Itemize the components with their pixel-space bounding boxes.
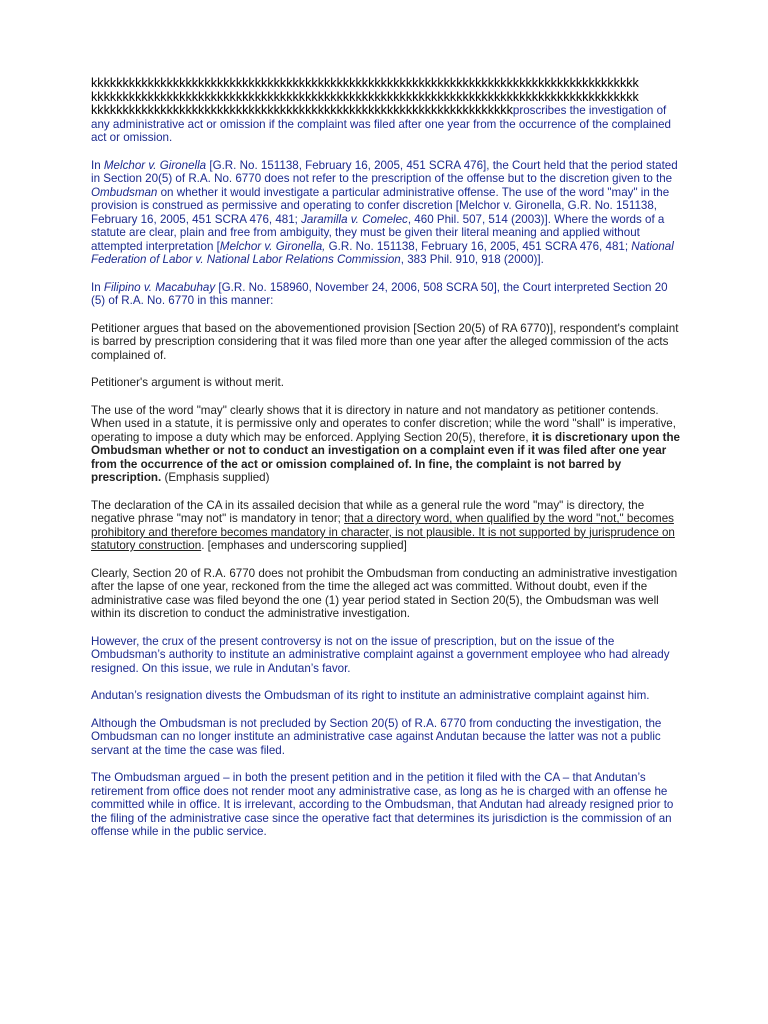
text-run: The declaration of the CA in its assailed decision that while as a general rule the word "may" is directory, the negative phrase "may not" is mandatory in tenor; — [91, 498, 645, 526]
emphasized-term: Ombudsman — [91, 185, 158, 199]
paragraph-ca-declaration — [91, 499, 682, 553]
paragraph-section-20: Clearly, Section 20 of R.A. 6770 does not prohibit the Ombudsman from conducting an administrative investigation after the lapse of one year, reckoned from the time the alleged act was committed. Without doubt, even if the administrative case was filed beyond the one (1) year period stated in Section 20(5), the Ombudsman was well within its discretion to conduct the administrative investigation. — [91, 566, 678, 621]
case-citation: National Federation of Labor v. National Labor Relations Commission — [91, 239, 674, 267]
garbled-text-line: kkkkkkkkkkkkkkkkkkkkkkkkkkkkkkkkkkkkkkkkkkkkkkkkkkkkkkkkkkkkkkkkkkkkkkkkkkkkkkkkkkkkkkk — [91, 77, 639, 90]
text-run: on whether it would investigate a particular administrative offense. The use of the word "may" in the provision is construed as permissive and operating to confer discretion [Melchor v. Gironella, G.R. No. 151138, February 16, 2005, 451 SCRA 476, 481; — [91, 185, 670, 226]
emphasized-text: it is discretionary upon the Ombudsman whether or not to conduct an investigation on a complaint even if it was filed after one year from the occurrence of the act or omission complained of. In fine, the complaint is not barred by prescription. — [91, 430, 680, 485]
paragraph-melchor — [91, 159, 682, 267]
text-run: (Emphasis supplied) — [161, 471, 270, 485]
garbled-text-line: kkkkkkkkkkkkkkkkkkkkkkkkkkkkkkkkkkkkkkkkkkkkkkkkkkkkkkkkkkkkkkkkkkkkkkkkkkkkkkkkkkkkkkk — [91, 90, 639, 104]
paragraph-prescription-intro — [91, 77, 682, 145]
text-run: , 460 Phil. 507, 514 (2003)]. Where the words of a statute are clear, plain and free from ambiguity, they must be given their literal meaning and applied without attempted interpretation [ — [91, 212, 665, 253]
paragraph-resignation: Andutan’s resignation divests the Ombudsman of its right to institute an administrative complaint against him. — [91, 689, 650, 703]
paragraph-crux: However, the crux of the present controversy is not on the issue of prescription, but on the issue of the Ombudsman’s authority to institute an administrative complaint against a government employee who had already resigned. On this issue, we rule in Andutan’s favor. — [91, 634, 670, 675]
case-citation: Jaramilla v. Comelec — [301, 212, 408, 226]
text-run: , 383 Phil. 910, 918 (2000)]. — [400, 253, 544, 267]
case-citation: Melchor v. Gironella, — [219, 239, 326, 253]
garbled-text-line: kkkkkkkkkkkkkkkkkkkkkkkkkkkkkkkkkkkkkkkkkkkkkkkkkkkkkkkkkkkkkkkkkkk — [91, 103, 513, 118]
case-citation: Filipino v. Macabuhay — [103, 280, 216, 294]
text-run: [G.R. No. 158960, November 24, 2006, 508 SCRA 50], the Court interpreted Section 20 (5) of R.A. No. 6770 in this manner: — [91, 280, 668, 308]
paragraph-ombudsman-argued: The Ombudsman argued – in both the present petition and in the petition it filed with the CA – that Andutan’s retirement from office does not render moot any administrative case, as long as he is charged with an offense he committed while in office. It is irrelevant, according to the Ombudsman, that Andutan had already resigned prior to the filing of the administrative case since the operative fact that determines its jurisdiction is the commission of an offense while in the public service. — [91, 771, 674, 839]
paragraph-word-may — [91, 404, 682, 485]
text-run: The use of the word "may" clearly shows that it is directory in nature and not mandatory as petitioner contends. When used in a statute, it is permissive only and operates to confer discretion; while the word "shall" is imperative, operating to impose a duty which may be enforced. Applying Section 20(5), therefore, — [91, 403, 676, 444]
paragraph-without-merit: Petitioner's argument is without merit. — [91, 376, 284, 390]
case-citation: Melchor v. Gironella — [103, 158, 207, 172]
paragraph-text: proscribes the investigation of any administrative act or omission if the complaint was filed after one year from the occurrence of the complained act or omission. — [91, 104, 671, 145]
text-run: . [emphases and underscoring supplied] — [201, 539, 407, 553]
paragraph-petitioner-argues: Petitioner argues that based on the abovementioned provision [Section 20(5) of RA 6770)], respondent's complaint is barred by prescription considering that it was filed more than one year after the alleged commission of the acts complained of. — [91, 321, 679, 362]
paragraph-not-precluded: Although the Ombudsman is not precluded by Section 20(5) of R.A. 6770 from conducting the investigation, the Ombudsman can no longer institute an administrative case against Andutan because the latter was not a public servant at the time the case was filed. — [91, 716, 662, 757]
paragraph-filipino — [91, 281, 682, 308]
text-run: In — [91, 280, 104, 294]
underlined-text: that a directory word, when qualified by the word "not," becomes prohibitory and therefore becomes mandatory in character, is not plausible. It is not supported by jurisprudence on statutory construction — [91, 512, 675, 553]
text-run: [G.R. No. 151138, February 16, 2005, 451 SCRA 476], the Court held that the period stated in Section 20(5) of R.A. No. 6770 does not refer to the prescription of the offense but to the discretion given to the — [91, 158, 678, 186]
text-run: G.R. No. 151138, February 16, 2005, 451 SCRA 476, 481; — [325, 239, 632, 253]
text-run: In — [91, 158, 104, 172]
